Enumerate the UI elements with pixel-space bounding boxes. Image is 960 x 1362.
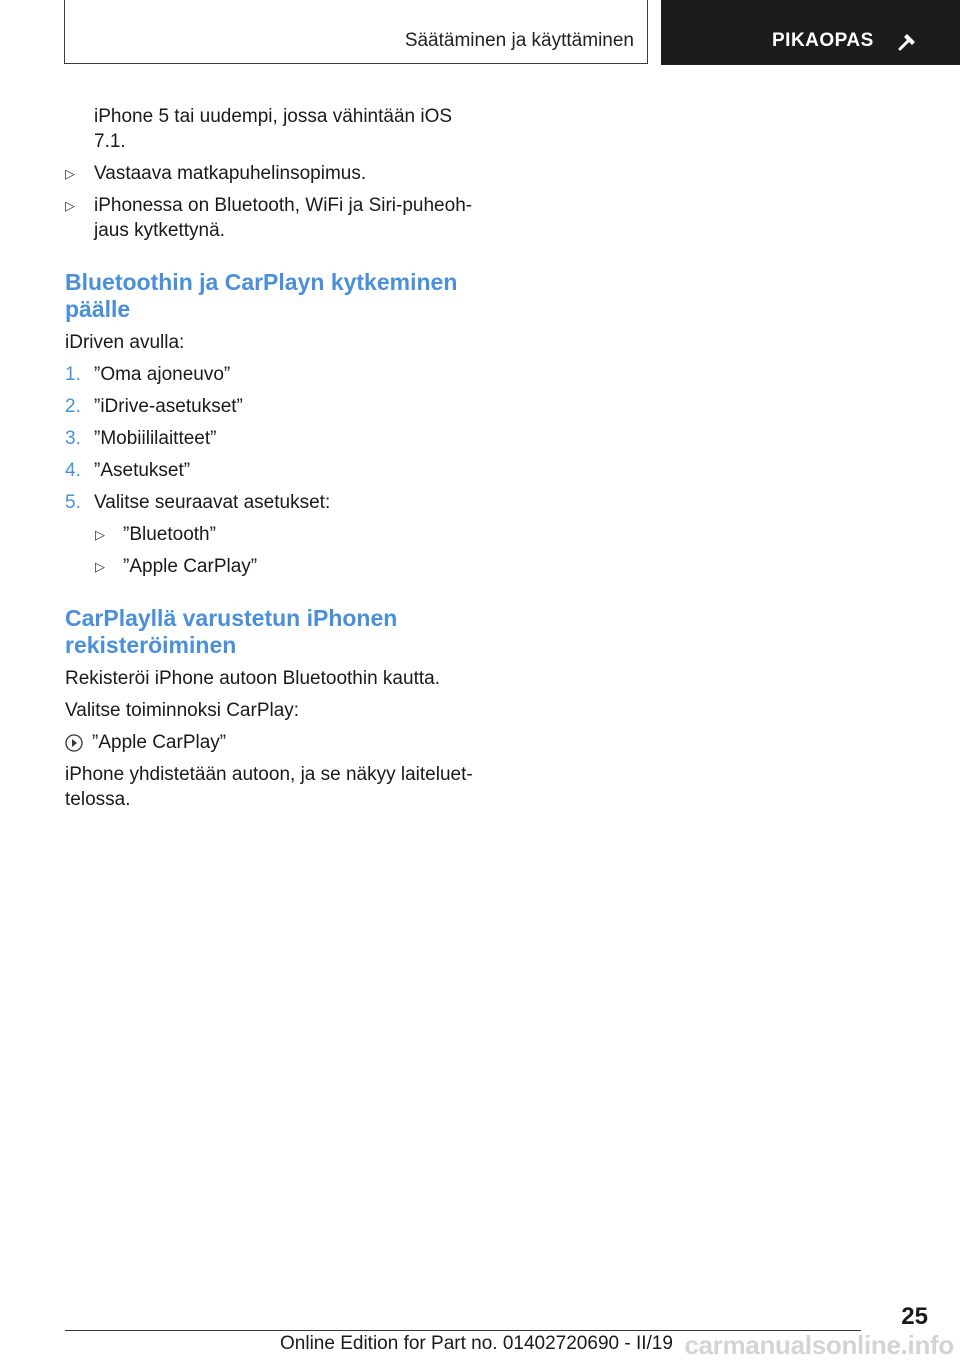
section-lead: iDriven avulla:: [65, 332, 185, 353]
paragraph: Valitse toiminnoksi CarPlay:: [65, 700, 300, 721]
header-section-title: Säätäminen ja käyttäminen: [404, 30, 634, 51]
triangle-bullet-icon: ▷: [65, 198, 75, 213]
play-circle-icon: [65, 734, 83, 752]
chapter-tab: [661, 0, 960, 65]
step-item: [65, 394, 480, 419]
paragraph: Rekisteröi iPhone autoon Bluetoothin kautta.: [65, 668, 440, 689]
step-item: [65, 426, 480, 451]
page-content: [65, 104, 480, 819]
triangle-bullet-icon: ▷: [95, 527, 105, 542]
step-number: 5.: [65, 492, 81, 513]
step-number: 3.: [65, 428, 81, 449]
step-item: [65, 490, 480, 515]
list-item: [65, 161, 480, 186]
section-heading: Bluetoothin ja CarPlayn kytkeminen päälle: [65, 269, 458, 322]
step-number: 4.: [65, 460, 81, 481]
list-item-text: iPhonessa on Bluetooth, WiFi ja Siri-puheohjaus kytkettynä.: [94, 195, 473, 241]
wrench-icon: [897, 30, 919, 52]
sub-list-item-text: ”Apple CarPlay”: [123, 556, 258, 577]
step-text: ”Mobiililaitteet”: [94, 428, 217, 449]
step-text: Valitse seuraavat asetukset:: [94, 492, 331, 513]
step-item: [65, 362, 480, 387]
edition-text: Online Edition for Part no. 01402720690 - II/19: [280, 1333, 673, 1354]
menu-path-text: ”Apple CarPlay”: [92, 732, 227, 753]
chapter-tab-label: PIKAOPAS: [772, 30, 874, 51]
section-heading: CarPlayllä varustetun iPhonen rekisteröiminen: [65, 605, 398, 658]
step-text: ”Oma ajoneuvo”: [94, 364, 231, 385]
sub-list-item: [65, 554, 480, 579]
list-item-text: Vastaava matkapuhelinsopimus.: [94, 163, 367, 184]
list-item: [65, 193, 480, 243]
watermark: carmanualsonline.info: [684, 1330, 954, 1360]
sub-list-item-text: ”Bluetooth”: [123, 524, 216, 545]
page-number: 25: [901, 1303, 928, 1330]
step-item: [65, 458, 480, 483]
step-number: 2.: [65, 396, 81, 417]
paragraph: iPhone yhdistetään autoon, ja se näkyy laiteluettelossa.: [65, 764, 473, 810]
sub-list-item: [65, 522, 480, 547]
triangle-bullet-icon: ▷: [65, 166, 75, 181]
step-text: ”Asetukset”: [94, 460, 191, 481]
continued-line: iPhone 5 tai uudempi, jossa vähintään iOS 7.1.: [94, 106, 453, 152]
triangle-bullet-icon: ▷: [95, 559, 105, 574]
step-text: ”iDrive-asetukset”: [94, 396, 243, 417]
step-number: 1.: [65, 364, 81, 385]
menu-path-item: [65, 730, 480, 755]
